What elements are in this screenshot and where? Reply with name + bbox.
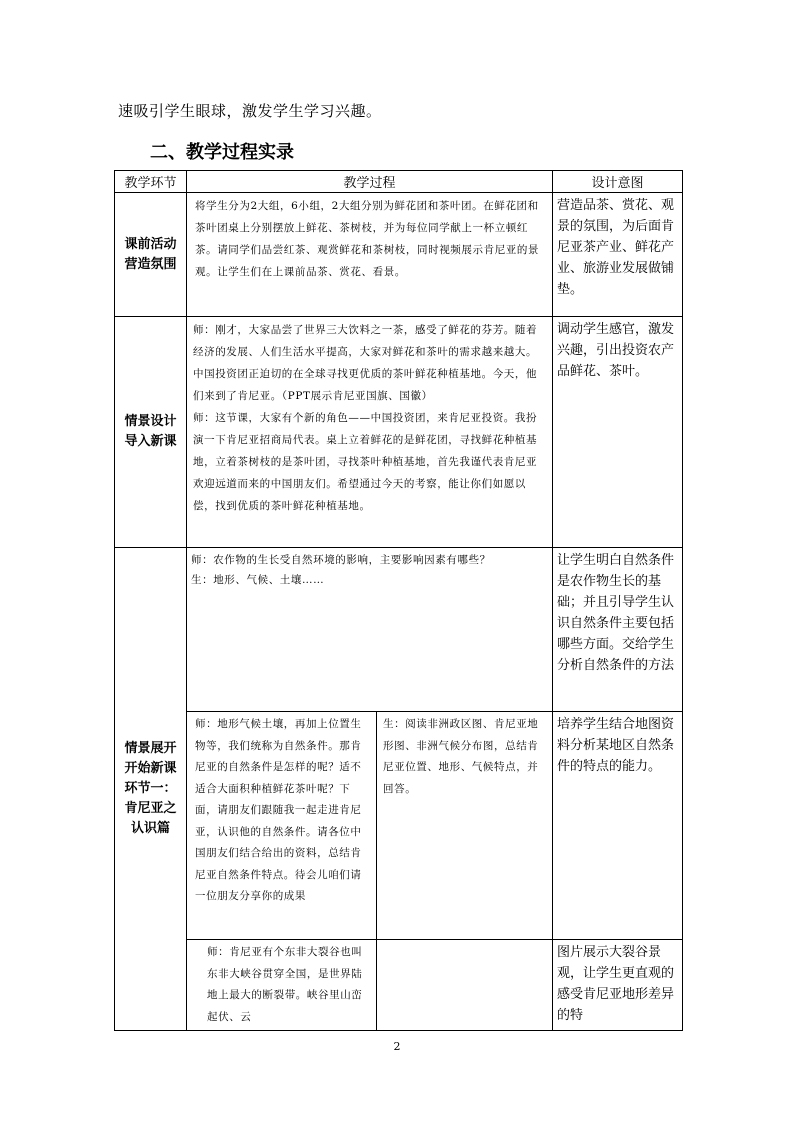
stage-line: 营造氛围	[124, 256, 177, 272]
stage-line: 课前活动	[124, 236, 177, 252]
stage-cell	[115, 317, 187, 548]
intro-line: 速吸引学生眼球，激发学生学习兴趣。	[118, 102, 382, 120]
intent-cell: 培养学生结合地图资料分析某地区自然条件的特点的能力。	[553, 712, 683, 940]
stage-cell	[115, 548, 187, 1031]
teacher-process-cell: 师：肯尼亚有个东非大裂谷也叫东非大峡谷贯穿全国，是世界陆地上最大的断裂带。峡谷里山峦起伏、云	[187, 940, 377, 1031]
stage-line: 开始新课	[124, 761, 177, 776]
process-cell	[187, 548, 553, 712]
intent-cell: 调动学生感官，激发兴趣，引出投资农产品鲜花、茶叶。	[553, 317, 683, 548]
table-row	[115, 548, 683, 712]
teacher-process-cell: 师：地形气候土壤，再加上位置生物等，我们统称为自然条件。那肯尼亚的自然条件是怎样的呢？适不适合大面积种植鲜花茶叶呢？下面，请朋友们跟随我一起走进肯尼亚，认识他的自然条件。请各位中国朋友们结合给出的资料，总结肯尼亚自然条件特点。待会儿咱们请一位朋友分享你的成果	[187, 712, 377, 940]
stage-line: 情景展开	[124, 741, 177, 756]
header-intent: 设计意图	[553, 171, 683, 193]
page-number: 2	[393, 1040, 401, 1053]
intent-cell: 营造品茶、赏花、观景的氛围，为后面肯尼亚茶产业、鲜花产业、旅游业发展做铺垫。	[553, 193, 683, 317]
teaching-process-table	[114, 170, 683, 1031]
stage-line: 导入新课	[124, 434, 177, 449]
process-cell: 将学生分为2大组，6小组，2大组分别为鲜花团和茶叶团。在鲜花团和茶叶团桌上分别摆放上鲜花、茶树枝，并为每位同学献上一杯立顿红茶。请同学们品尝红茶、观赏鲜花和茶树枝，同时视频展示肯尼亚的景观。让学生们在上课前品茶、赏花、看景。	[187, 193, 553, 317]
stage-line: 情景设计	[124, 414, 177, 429]
stage-line: 认识篇	[130, 821, 170, 836]
table-row	[115, 712, 683, 940]
table-row	[115, 317, 683, 548]
student-process-cell	[377, 940, 553, 1031]
table-header-row	[115, 171, 683, 193]
stage-line: 肯尼亚之	[124, 801, 177, 816]
process-paragraph: 生：地形、气候、土壤……	[191, 574, 325, 586]
stage-cell	[115, 193, 187, 317]
process-paragraph: 师：农作物的生长受自然环境的影响，主要影响因素有哪些？	[191, 554, 491, 566]
header-process: 教学过程	[187, 171, 553, 193]
process-paragraph: 师：刚才，大家品尝了世界三大饮料之一茶，感受了鲜花的芬芳。随着经济的发展、人们生活水平提高，大家对鲜花和茶叶的需求越来越大。中国投资团正迫切的在全球寻找更优质的茶叶鲜花种植基地。今天，他们来到了肯尼亚。（PPT展示肯尼亚国旗、国徽）	[193, 324, 538, 402]
table-row	[115, 940, 683, 1031]
header-stage: 教学环节	[115, 171, 187, 193]
intent-cell: 让学生明白自然条件是农作物生长的基础；并且引导学生认识自然条件主要包括哪些方面。交给学生分析自然条件的方法	[553, 548, 683, 712]
intent-cell: 图片展示大裂谷景观，让学生更直观的感受肯尼亚地形差异的特	[553, 940, 683, 1031]
section-heading: 二、教学过程实录	[150, 142, 294, 163]
table-row	[115, 193, 683, 317]
student-process-cell: 生：阅读非洲政区图、肯尼亚地形图、非洲气候分布图，总结肯尼亚位置、地形、气候特点，并回答。	[377, 712, 553, 940]
process-paragraph: 师：这节课，大家有个新的角色——中国投资团，来肯尼亚投资。我扮演一下肯尼亚招商局代表。桌上立着鲜花的是鲜花团，寻找鲜花种植基地，立着茶树枝的是茶叶团，寻找茶叶种植基地，首先我谨代表肯尼亚欢迎远道而来的中国朋友们。希望通过今天的考察，能让你们如愿以偿，找到优质的茶叶鲜花种植基地。	[193, 412, 538, 512]
process-cell	[187, 317, 553, 548]
stage-line: 环节一：	[124, 781, 177, 796]
